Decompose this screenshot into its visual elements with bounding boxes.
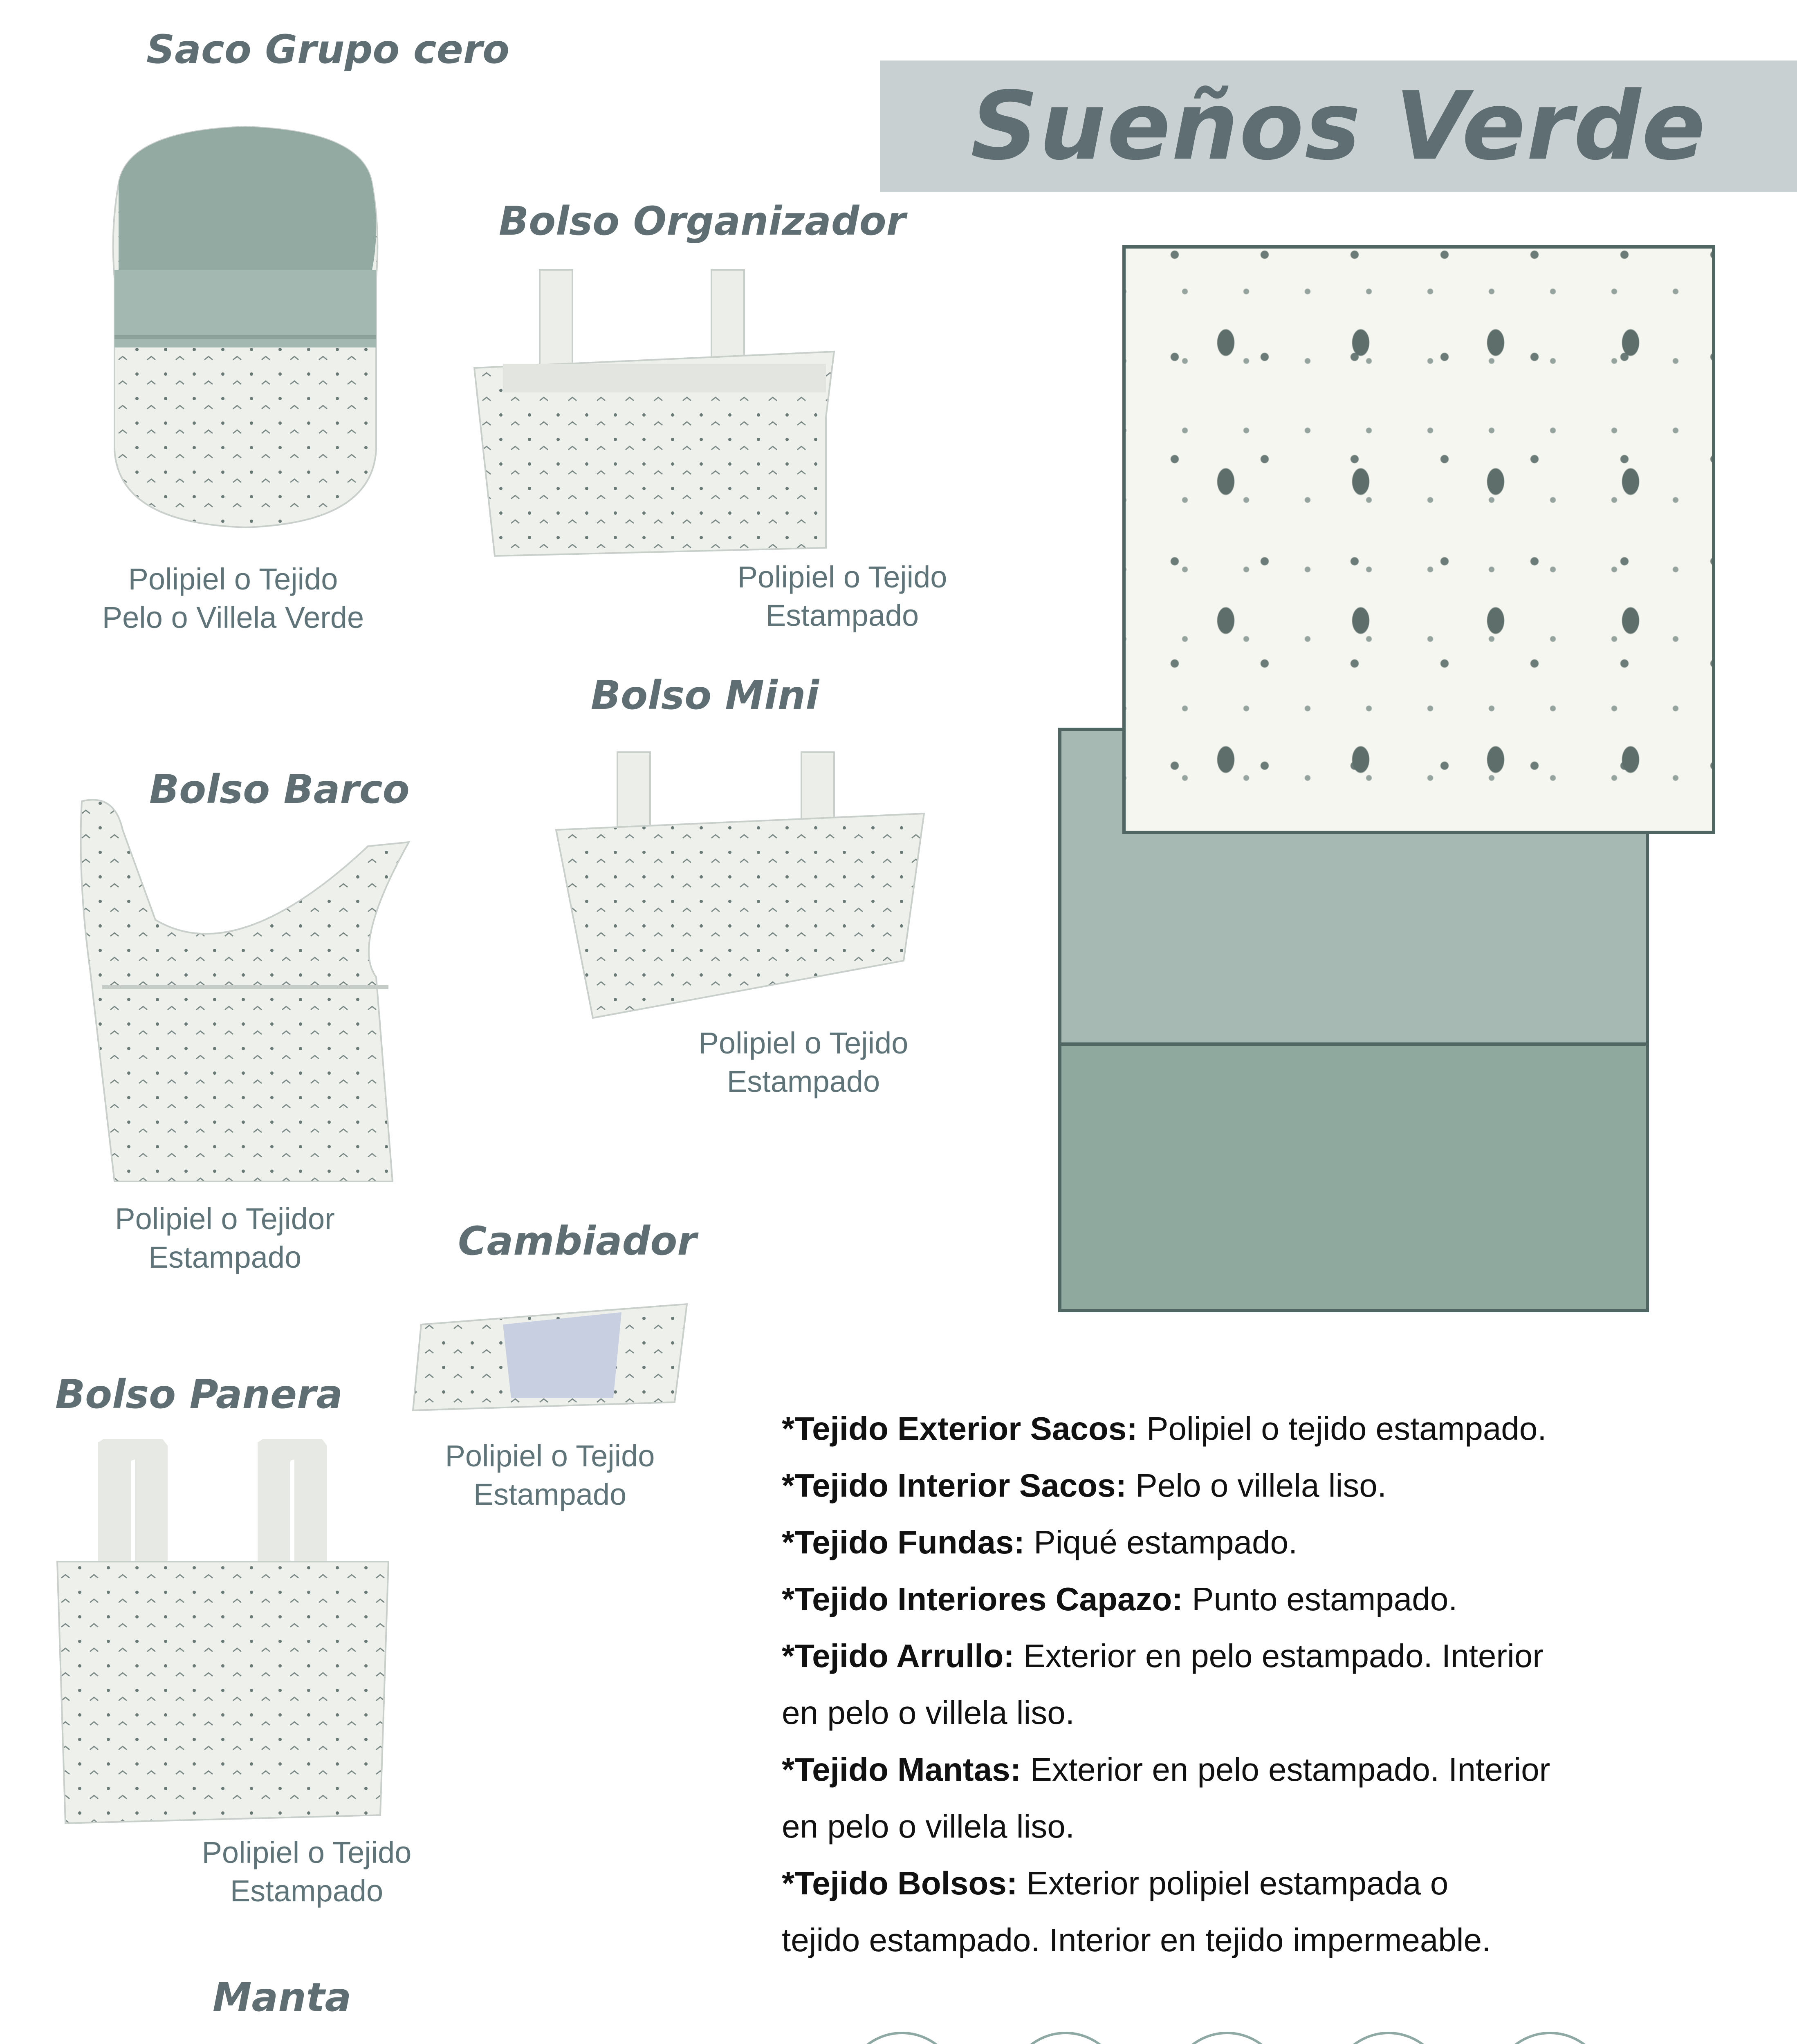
recycled-fabrics-badge xyxy=(1331,2032,1446,2044)
spec-line: *Tejido Arrullo: Exterior en pelo estampado. Interior xyxy=(782,1638,1543,1674)
cambiador-title: Cambiador xyxy=(458,1218,697,1264)
spec-line: en pelo o villela liso. xyxy=(782,1694,1075,1731)
panera-image xyxy=(45,1439,405,1827)
barco-title: Bolso Barco xyxy=(149,766,410,812)
spec-line: tejido estampado. Interior en tejido impermeable. xyxy=(782,1922,1491,1958)
footprint-carbon-badge xyxy=(1492,2032,1608,2044)
saco-image xyxy=(102,123,388,531)
spec-line: *Tejido Bolsos: Exterior polipiel estampada o xyxy=(782,1865,1449,1901)
spec-line: *Tejido Fundas: Piqué estampado. xyxy=(782,1524,1298,1560)
spec-line: *Tejido Mantas: Exterior en pelo estampado. Interior xyxy=(782,1751,1550,1788)
manta-title: Manta xyxy=(213,1975,352,2020)
organizador-image xyxy=(466,262,842,572)
mini-image xyxy=(552,748,928,1034)
mini-caption: Polipiel o Tejido Estampado xyxy=(698,1026,909,1098)
print-swatch xyxy=(1122,245,1715,834)
organizador-caption: Polipiel o Tejido Estampado xyxy=(737,560,947,632)
spec-line: *Tejido Interiores Capazo: Punto estampado. xyxy=(782,1581,1458,1617)
cambiador-image xyxy=(409,1288,695,1419)
barco-caption: Polipiel o Tejidor Estampado xyxy=(115,1202,335,1274)
spec-line: *Tejido Exterior Sacos: Polipiel o tejido estampado. xyxy=(782,1410,1547,1447)
organizador-title: Bolso Organizador xyxy=(499,198,906,244)
cruelty-free-badge xyxy=(1008,2032,1123,2044)
fabric-specs xyxy=(782,1400,1640,1968)
spec-line: en pelo o villela liso. xyxy=(782,1808,1075,1845)
spec-line: *Tejido Interior Sacos: Pelo o villela liso. xyxy=(782,1467,1386,1504)
fabric-swatch-dark xyxy=(1058,1042,1649,1312)
barco-image xyxy=(65,797,433,1190)
saco-caption: Polipiel o Tejido Pelo o Villela Verde xyxy=(102,562,364,634)
panera-caption: Polipiel o Tejido Estampado xyxy=(202,1836,412,1908)
eco-friendly-badge xyxy=(844,2032,960,2044)
gentle-on-skin-badge xyxy=(1169,2032,1285,2044)
panera-title: Bolso Panera xyxy=(55,1372,343,1417)
collection-title: Sueños Verde xyxy=(970,72,1707,181)
saco-title: Saco Grupo cero xyxy=(146,27,510,72)
mini-title: Bolso Mini xyxy=(591,672,819,718)
cambiador-caption: Polipiel o Tejido Estampado xyxy=(445,1439,655,1511)
